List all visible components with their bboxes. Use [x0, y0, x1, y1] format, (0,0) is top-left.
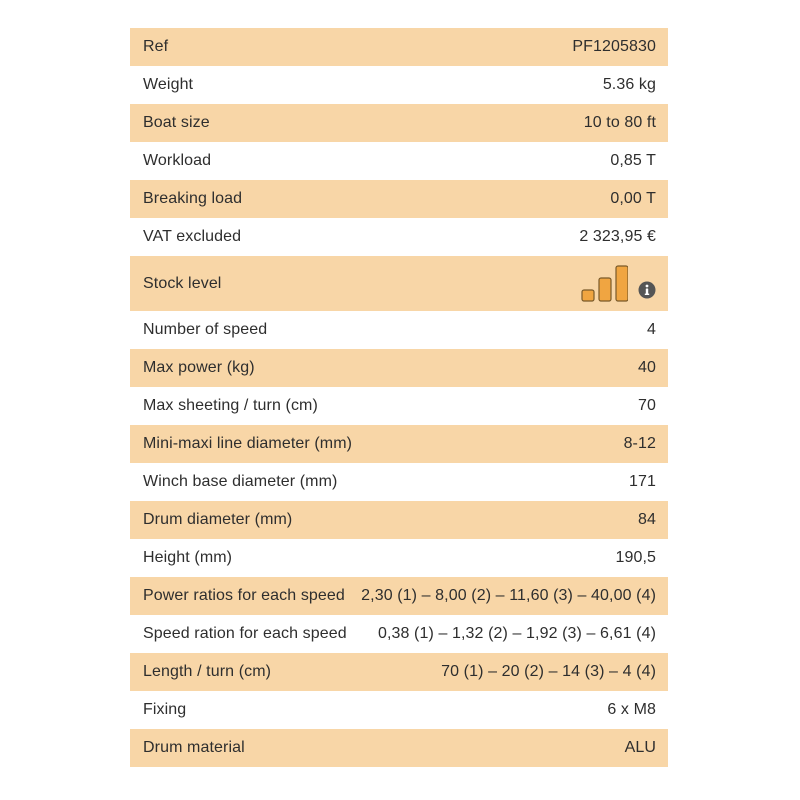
spec-value: 0,85 T — [610, 152, 656, 169]
spec-label: Power ratios for each speed — [143, 587, 345, 604]
spec-row-speed-ration — [130, 615, 668, 653]
spec-value: 5.36 kg — [602, 76, 656, 93]
spec-label: Workload — [143, 152, 212, 169]
spec-row-fixing — [130, 691, 668, 729]
spec-value: 70 — [638, 397, 656, 414]
spec-value: 84 — [638, 511, 656, 528]
spec-row-vat-excluded — [130, 218, 668, 256]
spec-value: 4 — [647, 321, 656, 338]
stock-bar-1 — [582, 290, 594, 301]
spec-row-weight — [130, 66, 668, 104]
spec-label: Speed ration for each speed — [143, 625, 347, 642]
spec-label: Mini-maxi line diameter (mm) — [143, 435, 353, 452]
spec-row-height — [130, 539, 668, 577]
spec-value: 8-12 — [623, 435, 656, 452]
spec-label: Drum material — [143, 739, 245, 756]
spec-label: Fixing — [143, 701, 187, 718]
spec-label: Number of speed — [143, 321, 268, 338]
spec-value: 40 — [638, 359, 656, 376]
spec-row-max-power — [130, 349, 668, 387]
stock-bar-2 — [599, 278, 611, 301]
spec-row-drum-diameter — [130, 501, 668, 539]
spec-row-winch-base-diameter — [130, 463, 668, 501]
spec-row-ref — [130, 28, 668, 66]
info-icon[interactable] — [638, 281, 656, 299]
spec-value: 171 — [629, 473, 656, 490]
spec-label: Winch base diameter (mm) — [143, 473, 338, 490]
spec-label: Breaking load — [143, 190, 243, 207]
spec-label: Weight — [143, 76, 194, 93]
spec-label: VAT excluded — [143, 228, 242, 245]
spec-value: 2,30 (1) – 8,00 (2) – 11,60 (3) – 40,00 (4) — [361, 587, 656, 604]
spec-row-line-diameter — [130, 425, 668, 463]
spec-value: 0,38 (1) – 1,32 (2) – 1,92 (3) – 6,61 (4) — [377, 625, 656, 642]
spec-value: 0,00 T — [610, 190, 656, 207]
spec-value: 10 to 80 ft — [583, 114, 656, 131]
spec-label: Boat size — [143, 114, 210, 131]
spec-row-max-sheeting — [130, 387, 668, 425]
spec-row-workload — [130, 142, 668, 180]
spec-label: Length / turn (cm) — [143, 663, 272, 680]
spec-row-breaking-load — [130, 180, 668, 218]
stock-level-indicator — [580, 264, 656, 304]
spec-value: ALU — [624, 739, 656, 756]
spec-value: 190,5 — [615, 549, 656, 566]
spec-value: PF1205830 — [572, 38, 656, 55]
spec-row-length-turn — [130, 653, 668, 691]
spec-label: Ref — [143, 38, 169, 55]
spec-value: 70 (1) – 20 (2) – 14 (3) – 4 (4) — [441, 663, 656, 680]
spec-label: Height (mm) — [143, 549, 233, 566]
spec-row-boat-size — [130, 104, 668, 142]
spec-row-number-of-speed — [130, 311, 668, 349]
spec-value: 2 323,95 € — [579, 228, 656, 245]
spec-row-drum-material — [130, 729, 668, 767]
spec-table — [130, 28, 668, 767]
spec-label: Max power (kg) — [143, 359, 255, 376]
spec-label: Stock level — [143, 274, 222, 292]
spec-value: 6 x M8 — [607, 701, 656, 718]
stock-level-bars — [580, 264, 628, 304]
spec-row-power-ratios — [130, 577, 668, 615]
spec-row-stock-level — [130, 256, 668, 311]
spec-label: Drum diameter (mm) — [143, 511, 293, 528]
spec-label: Max sheeting / turn (cm) — [143, 397, 318, 414]
stock-bar-3 — [616, 266, 628, 301]
